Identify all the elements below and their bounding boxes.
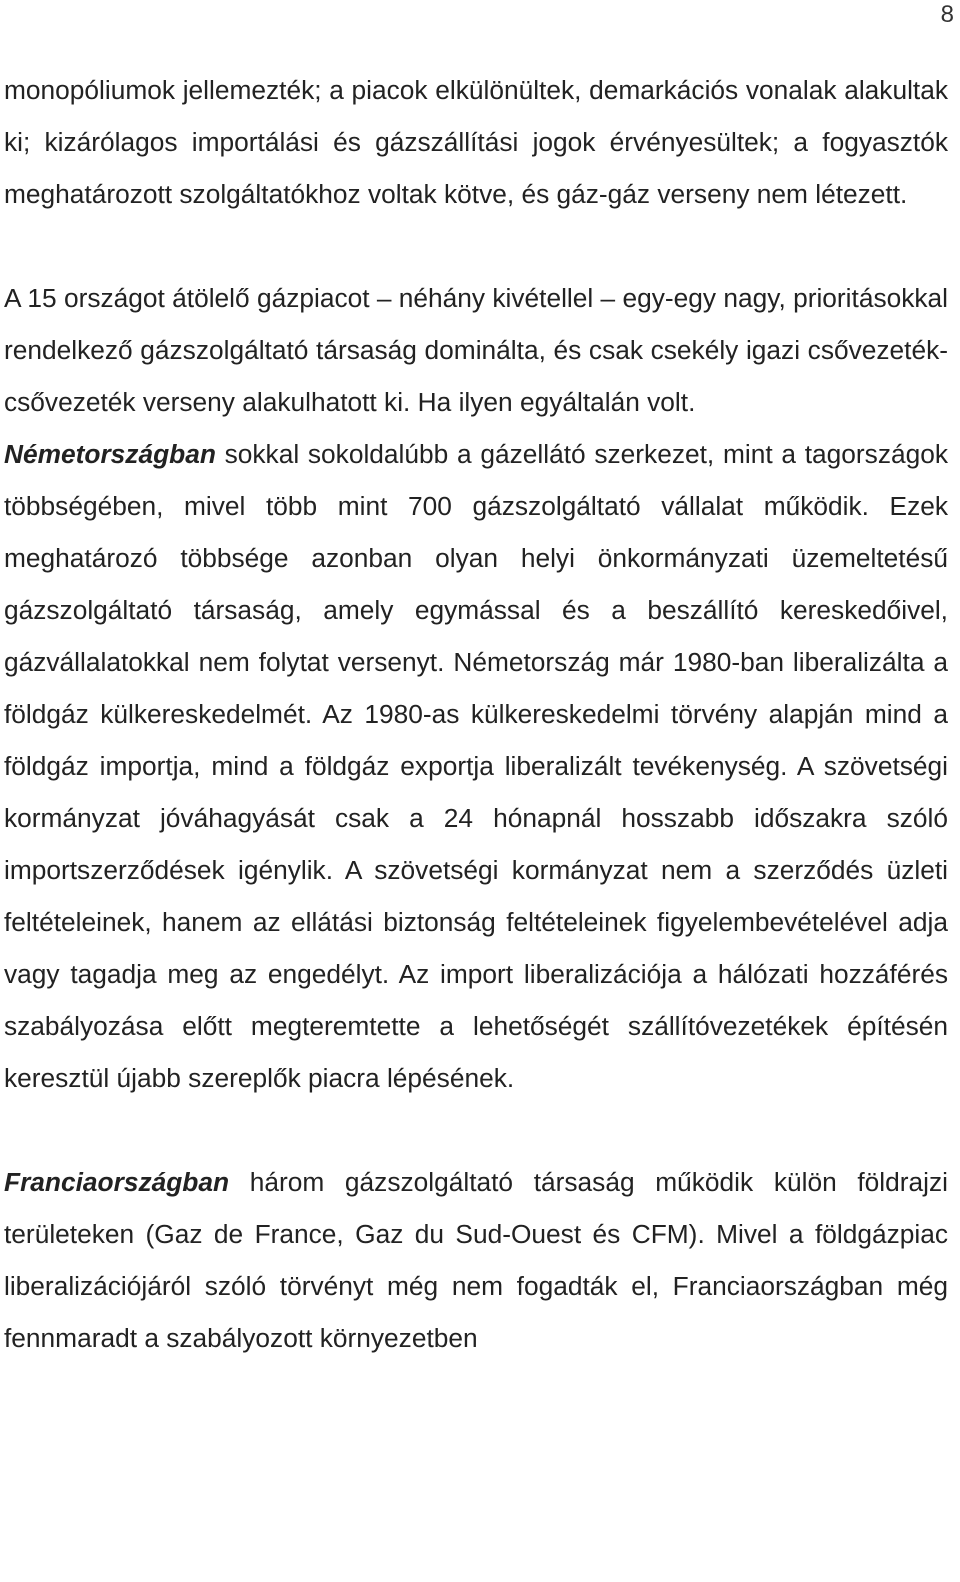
country-heading-france: Franciaországban [4,1167,230,1197]
page-number: 8 [940,1,954,28]
paragraph-germany-text: sokkal sokoldalúbb a gázellátó szerkezet, mint a tagországok többségében, mivel több mint 700 gázszolgáltató vállalat működik. Ezek meghatározó többsége azonban olyan helyi önkormányzati üzemeltetésű gázszolgáltató társaság, amely egymással és a beszállító kereskedőivel, gázvállalatokkal nem folytat versenyt. Németország már 1980-ban liberalizálta a földgáz külkereskedelmét. Az 1980-as külkereskedelmi törvény alapján mind a földgáz importja, mind a földgáz exportja liberalizált tevékenység. A szövetségi kormányzat jóváhagyását csak a 24 hónapnál hosszabb időszakra szóló importszerződések igénylik. A szövetségi kormányzat nem a szerződés üzleti feltételeinek, hanem az ellátási biztonság feltételeinek figyelembevételével adja vagy tagadja meg az engedélyt. Az import liberalizációja a hálózati hozzáférés szabályozása előtt megteremtette a lehetőségét szállítóvezetékek építésén keresztül újabb szereplők piacra lépésének. [4,439,948,1093]
paragraph-monopolies: monopóliumok jellemezték; a piacok elkülönültek, demarkációs vonalak alakultak ki; kizárólagos importálási és gázszállítási jogok érvényesültek; a fogyasztók meghatározott szolgáltatókhoz voltak kötve, és gáz-gáz verseny nem létezett. [4,75,948,209]
country-heading-germany: Németországban [4,439,216,469]
paragraph-germany [4,428,948,1104]
document-body [4,64,948,1364]
paragraph-france-text: három gázszolgáltató társaság működik külön földrajzi területeken (Gaz de France, Gaz du Sud-Ouest és CFM). Mivel a földgázpiac liberalizációjáról szóló törvényt még nem fogadták el, Franciaországban még fennmaradt a szabályozott környezetben [4,1167,948,1353]
paragraph-eu-gas-market: A 15 országot átölelő gázpiacot – néhány kivétellel – egy-egy nagy, prioritásokkal rendelkező gázszolgáltató társaság dominálta, és csak csekély igazi csővezeték-csővezeték verseny alakulhatott ki. Ha ilyen egyáltalán volt. [4,283,948,417]
paragraph-france [4,1156,948,1364]
